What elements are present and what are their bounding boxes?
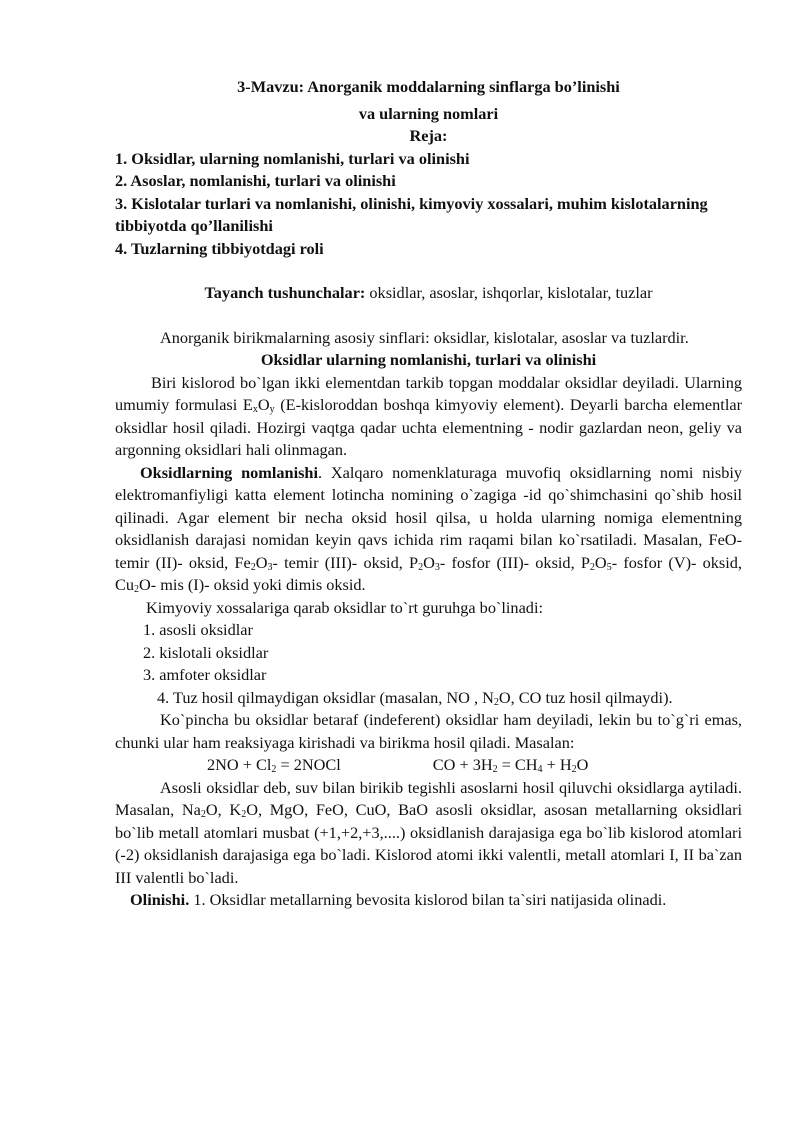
key-concepts (115, 282, 742, 305)
subscript: 3 (434, 561, 440, 573)
text-run: O (257, 395, 270, 414)
text-run: - fosfor (III)- oksid, P (439, 552, 590, 572)
equation-1 (207, 754, 341, 777)
text-run: - fosfor (V)- oksid, Cu (115, 552, 742, 594)
text-run: + H (542, 755, 572, 774)
text-run: - temir (III)- oksid, P (272, 552, 419, 572)
classification-lead: Kimyoviy xossalariga qarab oksidlar to`rt guruhga bo`linadi: (146, 597, 543, 617)
list-item: 3. amfoter oksidlar (143, 665, 267, 684)
text-run: 1. Oksidlar metallarning bevosita kislorod bilan ta`siri natijasida olinadi. (189, 890, 667, 909)
subscript: 2 (589, 561, 595, 573)
equation-2 (433, 754, 589, 777)
text-run: O, K (205, 800, 242, 819)
subscript: 2 (418, 561, 424, 573)
text-run: Biri kislorod bo`lgan ikki elementdan tarkib topgan moddalar oksidlar deyiladi. Ularning umumiy formulasi E (115, 372, 742, 414)
definition-paragraph (115, 372, 742, 462)
plan-heading: Reja: (409, 126, 448, 145)
text-run: O (423, 552, 435, 572)
text-run: = 2NOCl (276, 755, 341, 774)
plan-item-1: 1. Oksidlar, ularning nomlanishi, turlari va olinishi (115, 148, 470, 168)
page-title: 3-Mavzu: Anorganik moddalarning sinflarga bo’linishi (237, 77, 620, 96)
obtaining-label: Olinishi. (130, 890, 190, 909)
subscript: 2 (493, 696, 499, 708)
text-run: CO + 3H (432, 755, 493, 774)
text-run: O (255, 552, 268, 572)
plan-item-2: 2. Asoslar, nomlanishi, turlari va olinishi (115, 171, 396, 190)
key-concepts-label: Tayanch tushunchalar: (204, 283, 366, 302)
obtaining-paragraph (115, 889, 742, 912)
subscript: 2 (250, 561, 256, 573)
text-run: 4. Tuz hosil qilmaydigan oksidlar (masalan, NO , N (157, 687, 494, 707)
subscript: 2 (492, 764, 498, 775)
text-run: O (594, 552, 607, 572)
text-run: O- mis (I)- oksid yoki dimis oksid. (139, 575, 366, 594)
key-concepts-text: oksidlar, asoslar, ishqorlar, kislotalar, tuzlar (365, 283, 653, 302)
list-item: 2. kislotali oksidlar (143, 642, 269, 662)
subscript: 2 (271, 764, 277, 775)
plan-item-4: 4. Tuzlarning tibbiyotdagi roli (115, 238, 324, 258)
list-item-4 (115, 687, 742, 710)
text-run: (E-kisloroddan boshqa kimyoviy element). Deyarli barcha elementlar oksidlar hosil qiladi. Hozirgi vaqtga qadar uchta elementning - nodir gazlardan neon, geliy va argonning oksidlari hali olinmagan. (115, 395, 742, 459)
text-run: Asosli oksidlar deb, suv bilan birikib tegishli asoslarni hosil qiluvchi oksidlarga aytiladi. Masalan, Na (115, 777, 742, 819)
intro-paragraph: Anorganik birikmalarning asosiy sinflari: oksidlar, kislotalar, asoslar va tuzlardir. (160, 327, 689, 347)
document-page (115, 76, 742, 912)
section-heading: Oksidlar ularning nomlanishi, turlari va olinishi (260, 350, 597, 369)
plan-item-3: 3. Kislotalar turlari va nomlanishi, olinishi, kimyoviy xossalari, muhim kislotalarning tibbiyotda qo’llanilishi (115, 193, 708, 235)
equations-row (115, 754, 742, 777)
subscript: y (269, 404, 275, 415)
subscript: 5 (606, 561, 612, 573)
subscript: 2 (571, 764, 577, 775)
text-run: 2NO + Cl (207, 755, 272, 774)
text-run: O (576, 755, 589, 774)
subscript: 2 (241, 809, 247, 820)
subscript: 2 (200, 809, 206, 820)
naming-label: Oksidlarning nomlanishi (140, 462, 319, 482)
text-run: O, MgO, FeO, CuO, BaO asosli oksidlar, asosan metallarning oksidlari bo`lib metall atomlari musbat (+1,+2,+3,....) oksidlanish darajasiga ega bo`lib kislorod atomlari (-2) oksidlanish darajasiga ega bo`ladi. Kislorod atomi ikki valentli, metall atomlari I, II ba`zan III valentli bo`ladi. (115, 800, 743, 887)
naming-paragraph (115, 462, 742, 597)
subscript: 3 (267, 561, 273, 573)
text-run: O, CO tuz hosil qilmaydi). (498, 687, 673, 707)
basic-oxides-paragraph (115, 777, 742, 890)
page-subtitle: va ularning nomlari (358, 103, 499, 123)
subscript: 2 (134, 584, 140, 595)
text-run: . Xalqaro nomenklaturaga muvofiq oksidlarning nomi nisbiy elektromanfiyligi katta element lotincha nomining o`zagiga -id qo`shimchasini qo`shib hosil qilinadi. Agar element bir necha oksid hosil qilsa, u holda ularning nomiga elementning oksidlanish darajasi nomidan keyin qavs ichida rim raqami bilan ko`rsatiladi. Masalan, FeO- temir (II)- oksid, Fe (115, 462, 742, 572)
subscript: 4 (537, 764, 543, 775)
subscript: x (252, 404, 258, 415)
indifferent-paragraph: Ko`pincha bu oksidlar betaraf (indeferent) oksidlar ham deyiladi, lekin bu to`g`ri emas, chunki ular ham reaksiyaga kirishadi va birikma hosil qiladi. Masalan: (115, 710, 742, 752)
list-item: 1. asosli oksidlar (143, 620, 253, 639)
text-run: = CH (497, 755, 538, 774)
